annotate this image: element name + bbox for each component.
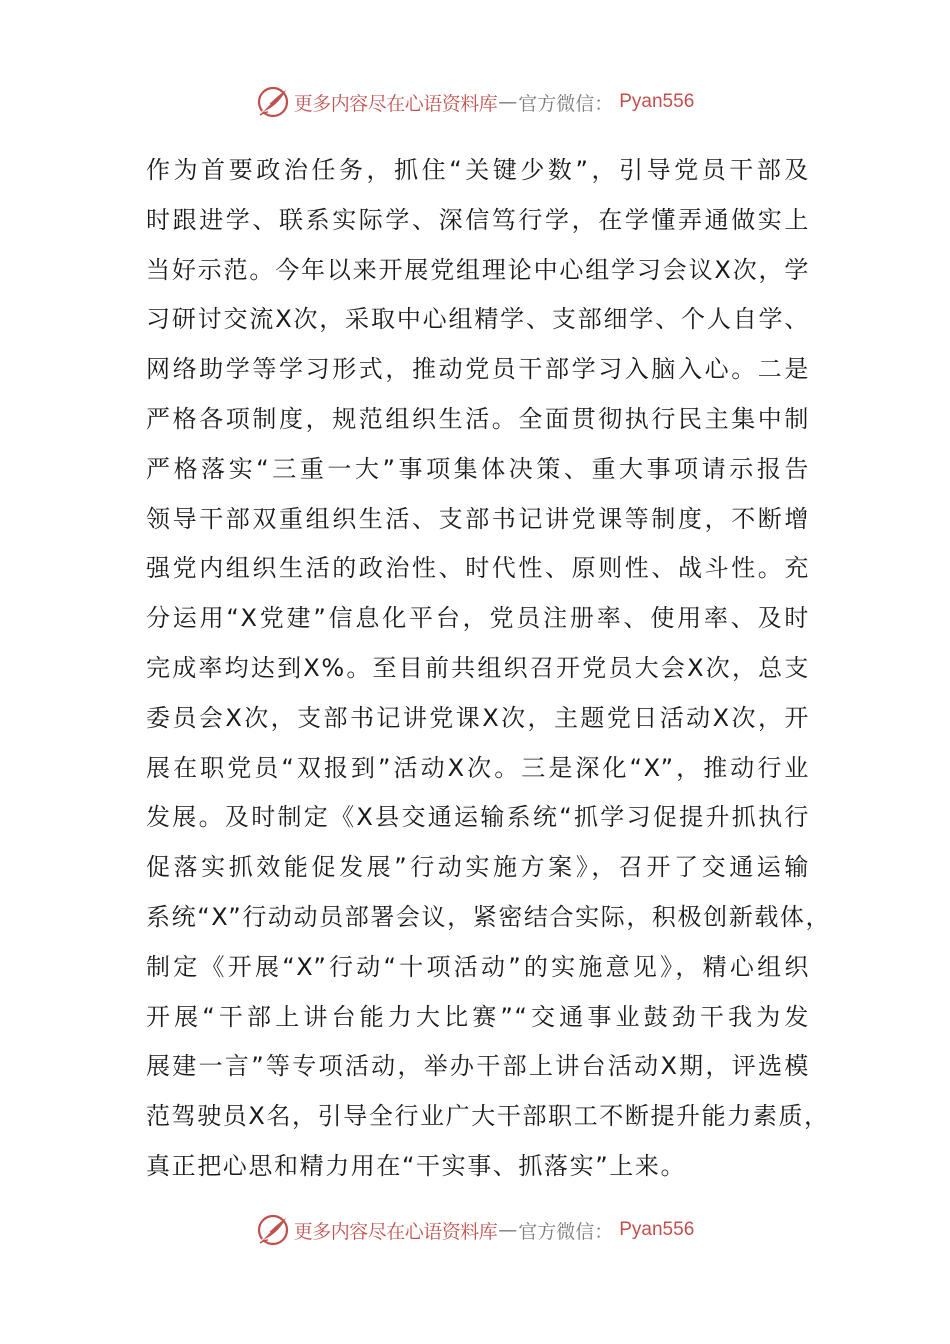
body-line: 展在职党员“双报到”活动X次。三是深化“X”，推动行业 — [146, 753, 810, 782]
banner-wechat-label: 官方微信： — [518, 92, 614, 115]
body-line: 强党内组织生活的政治性、时代性、原则性、战斗性。充 — [146, 554, 810, 583]
body-line: 领导干部双重组织生活、支部书记讲党课等制度，不断增 — [146, 504, 810, 533]
document-body — [146, 146, 832, 1192]
body-line: 分运用“X党建”信息化平台，党员注册率、使用率、及时 — [146, 604, 810, 633]
banner-main-text: 更多内容尽在心语资料库 — [293, 1220, 498, 1243]
body-line: 当好示范。今年以来开展党组理论中心组学习会议X次，学 — [146, 255, 810, 284]
body-line: 制定《开展“X”行动“十项活动”的实施意见》，精心组织 — [146, 952, 810, 981]
body-line: 完成率均达到X%。至目前共组织召开党员大会X次，总支 — [146, 653, 810, 682]
body-line: 真正把心思和精力用在“干实事、抓落实”上来。 — [146, 1151, 687, 1180]
banner-wechat-label: 官方微信： — [518, 1220, 614, 1243]
banner-main-text: 更多内容尽在心语资料库 — [293, 92, 498, 115]
body-line: 作为首要政治任务，抓住“关键少数”，引导党员干部及 — [146, 156, 810, 184]
body-line: 系统“X”行动动员部署会议，紧密结合实际，积极创新载体， — [146, 902, 832, 931]
body-line: 展建一言”等专项活动，举办干部上讲台活动X期，评选模 — [146, 1052, 810, 1081]
body-line: 习研讨交流X次，采取中心组精学、支部细学、个人自学、 — [146, 305, 810, 334]
body-line: 严格落实“三重一大”事项集体决策、重大事项请示报告 — [146, 454, 810, 483]
body-line: 时跟进学、联系实际学、深信笃行学，在学懂弄通做实上 — [146, 205, 810, 234]
banner-wechat-id: Pyan556 — [619, 91, 695, 112]
banner-dash: — — [498, 91, 518, 113]
body-line: 委员会X次，支部书记讲党课X次，主题党日活动X次，开 — [146, 703, 810, 732]
body-line: 严格各项制度，规范组织生活。全面贯彻执行民主集中制 — [146, 404, 810, 433]
body-line: 开展“干部上讲台能力大比赛”“交通事业鼓劲干我为发 — [146, 1002, 810, 1031]
footer-banner — [0, 1210, 950, 1250]
banner-wechat-id: Pyan556 — [619, 1219, 695, 1240]
body-line: 发展。及时制定《X县交通运输系统“抓学习促提升抓执行 — [146, 803, 810, 832]
header-banner — [0, 82, 950, 122]
body-line: 范驾驶员X名，引导全行业广大干部职工不断提升能力素质， — [146, 1102, 830, 1131]
body-line: 网络助学等学习形式，推动党员干部学习入脑入心。二是 — [146, 355, 810, 384]
body-line: 促落实抓效能促发展”行动实施方案》，召开了交通运输 — [146, 853, 810, 882]
quill-pen-logo-icon — [256, 85, 290, 119]
banner-dash: — — [498, 1219, 518, 1241]
quill-pen-logo-icon — [256, 1213, 290, 1247]
